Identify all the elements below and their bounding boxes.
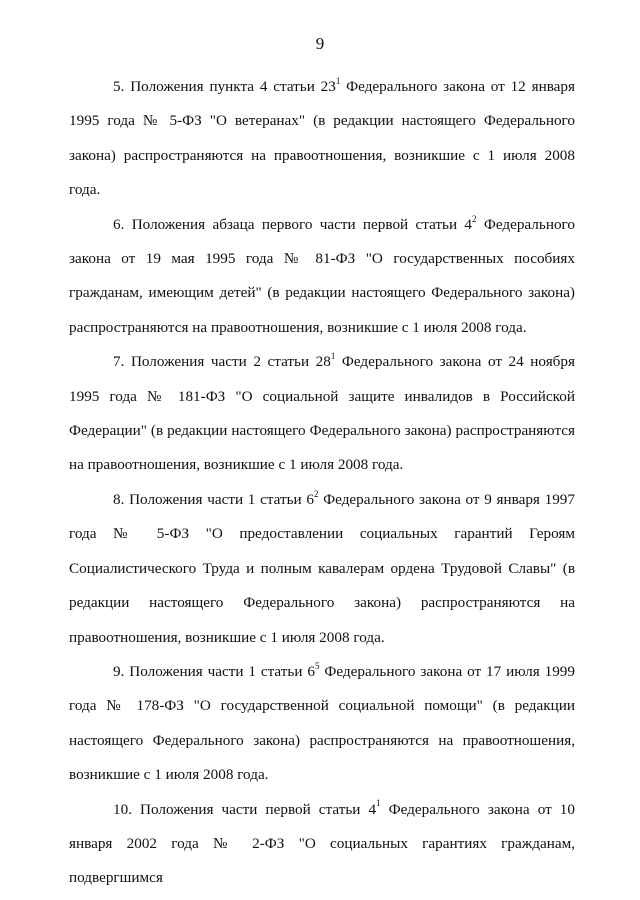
paragraph-text: Федерального закона от 9 января 1997 года № 5-ФЗ "О предоставлении социальных гарантий Героям Социалистического Труда и полным кавалерам ордена Трудовой Славы" (в редакции настоящего Федерального закона) распространяются на правоотношения, возникшие с 1 июля 2008 года. bbox=[69, 490, 575, 646]
superscript: 1 bbox=[335, 75, 341, 86]
paragraph-text: 9. Положения части 1 статьи 6 bbox=[113, 662, 315, 680]
paragraph-text: 8. Положения части 1 статьи 6 bbox=[113, 490, 314, 508]
paragraph-text: Федерального закона от 17 июля 1999 года № 178-ФЗ "О государственной социальной помощи" (в редакции настоящего Федерального закона) распространяются на правоотношения, возникшие с 1 июля 2008 года. bbox=[69, 662, 575, 784]
document-body bbox=[69, 70, 575, 896]
paragraph-10 bbox=[69, 793, 575, 896]
paragraph-9 bbox=[69, 655, 575, 793]
paragraph-text: Федерального закона от 12 января 1995 года № 5-ФЗ "О ветеранах" (в редакции настоящего Федерального закона) распространяются на правоотношения, возникшие с 1 июля 2008 года. bbox=[69, 78, 575, 199]
paragraph-text: Федерального закона от 19 мая 1995 года № 81-ФЗ "О государственных пособиях гражданам, имеющим детей" (в редакции настоящего Федерального закона) распространяются на правоотношения, возникшие с 1 июля 2008 года. bbox=[69, 215, 575, 336]
paragraph-text: 5. Положения пункта 4 статьи 23 bbox=[113, 78, 336, 95]
paragraph-text: Федерального закона от 24 ноября 1995 года № 181-ФЗ "О социальной защите инвалидов в Российской Федерации" (в редакции настоящего Федерального закона) распространяются на правоотношения, возникшие с 1 июля 2008 года. bbox=[69, 353, 575, 474]
page-number: 9 bbox=[315, 34, 325, 53]
superscript: 5 bbox=[314, 660, 320, 671]
paragraph-7 bbox=[69, 345, 575, 483]
superscript: 1 bbox=[330, 351, 336, 362]
paragraph-5 bbox=[69, 70, 575, 208]
paragraph-text: 7. Положения части 2 статьи 28 bbox=[113, 353, 331, 371]
paragraph-6 bbox=[69, 208, 575, 346]
superscript: 1 bbox=[376, 798, 381, 809]
paragraph-8 bbox=[69, 483, 575, 655]
paragraph-text: 6. Положения абзаца первого части первой статьи 4 bbox=[113, 215, 473, 233]
paragraph-text: 10. Положения части первой статьи 4 bbox=[113, 800, 377, 818]
paragraph-text: Федерального закона от 10 января 2002 года № 2-ФЗ "О социальных гарантиях гражданам, подвергшимся bbox=[69, 800, 575, 887]
superscript: 2 bbox=[313, 488, 319, 499]
superscript: 2 bbox=[472, 213, 477, 224]
